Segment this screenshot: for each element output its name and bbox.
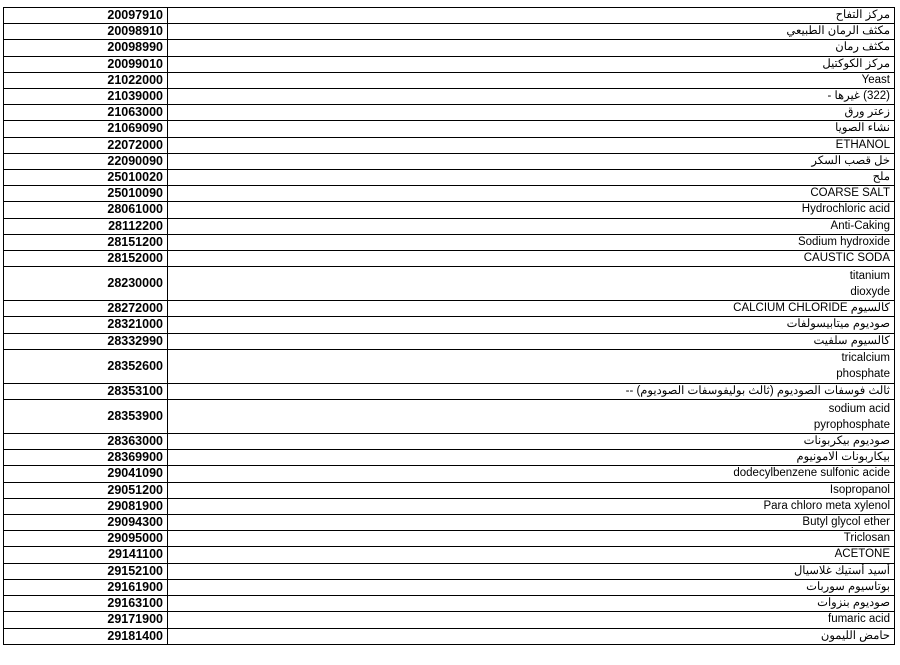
description-cell: أسيد أستيك غلاسيال [168,563,895,579]
description-cell: كالسيوم CALCIUM CHLORIDE [168,301,895,317]
tariff-code-cell: 28352600 [4,349,168,383]
tariff-code-cell: 29094300 [4,515,168,531]
tariff-code-cell: 21039000 [4,89,168,105]
description-cell: dodecylbenzene sulfonic acide [168,466,895,482]
table-row [4,234,895,250]
description-cell: صوديوم بيكربونات [168,434,895,450]
description-cell: صوديوم بنزوات [168,596,895,612]
description-line: pyrophosphate [813,418,890,431]
tariff-code-cell: 29081900 [4,498,168,514]
tariff-code-cell: 28369900 [4,450,168,466]
tariff-code-cell: 28332990 [4,333,168,349]
table-row [4,434,895,450]
tariff-code-cell: 28152000 [4,251,168,267]
tariff-code-cell: 28151200 [4,234,168,250]
description-cell: خل قصب السكر [168,153,895,169]
description-cell: Para chloro meta xylenol [168,498,895,514]
table-row [4,628,895,644]
description-cell: مكثف رمان [168,40,895,56]
tariff-code-cell: 29171900 [4,612,168,628]
description-cell: حامض الليمون [168,628,895,644]
description-cell: fumaric acid [168,612,895,628]
description-cell: زعتر ورق [168,105,895,121]
table-row [4,612,895,628]
description-line: sodium acid [828,402,890,415]
tariff-code-cell: 28112200 [4,218,168,234]
tariff-code-cell: 28353100 [4,383,168,399]
table-row [4,202,895,218]
description-line: tricalcium [841,352,890,365]
table-row [4,105,895,121]
description-cell: ثالث فوسفات الصوديوم (ثالث بوليفوسفات الصوديوم) -- [168,383,895,399]
description-cell: Anti-Caking [168,218,895,234]
description-cell: كالسيوم سلفيت [168,333,895,349]
description-cell: مركز الكوكتيل [168,56,895,72]
description-cell: Butyl glycol ether [168,515,895,531]
table-row [4,596,895,612]
tariff-code-cell: 22090090 [4,153,168,169]
table-row [4,333,895,349]
table-row [4,218,895,234]
tariff-code-cell: 28272000 [4,301,168,317]
description-cell: ملح [168,170,895,186]
description-cell: Triclosan [168,531,895,547]
description-cell: (322) غيرها - [168,89,895,105]
tariff-code-cell: 29141100 [4,547,168,563]
tariff-code-cell: 28363000 [4,434,168,450]
table-row [4,251,895,267]
tariff-code-cell: 20098910 [4,24,168,40]
table-row [4,547,895,563]
table-row [4,267,895,301]
description-cell: Isopropanol [168,482,895,498]
description-cell [168,349,895,383]
table-row [4,40,895,56]
tariff-code-cell: 28321000 [4,317,168,333]
tariff-code-cell: 21022000 [4,72,168,88]
tariff-code-cell: 29051200 [4,482,168,498]
tariff-code-cell: 21069090 [4,121,168,137]
description-cell: Sodium hydroxide [168,234,895,250]
description-cell: ACETONE [168,547,895,563]
description-cell [168,400,895,434]
table-row [4,349,895,383]
table-row [4,579,895,595]
description-cell: Yeast [168,72,895,88]
table-row [4,72,895,88]
table-row [4,24,895,40]
table-row [4,8,895,24]
table-row [4,137,895,153]
table-row [4,515,895,531]
tariff-code-cell: 28061000 [4,202,168,218]
tariff-code-cell: 29041090 [4,466,168,482]
tariff-code-cell: 20098990 [4,40,168,56]
description-cell: نشاء الصويا [168,121,895,137]
table-row [4,301,895,317]
description-line: titanium [849,269,890,282]
table-row [4,450,895,466]
table-row [4,56,895,72]
table-row [4,498,895,514]
description-cell: ETHANOL [168,137,895,153]
table-row [4,383,895,399]
table-row [4,186,895,202]
tariff-code-cell: 28353900 [4,400,168,434]
tariff-code-cell: 29181400 [4,628,168,644]
description-cell: Hydrochloric acid [168,202,895,218]
description-line: phosphate [836,368,890,381]
tariff-table-body [4,8,895,645]
tariff-code-cell: 29161900 [4,579,168,595]
table-row [4,89,895,105]
tariff-code-cell: 29163100 [4,596,168,612]
tariff-code-cell: 28230000 [4,267,168,301]
table-row [4,153,895,169]
tariff-code-cell: 20099010 [4,56,168,72]
table-row [4,400,895,434]
table-row [4,317,895,333]
tariff-code-cell: 29152100 [4,563,168,579]
description-cell: COARSE SALT [168,186,895,202]
table-row [4,170,895,186]
description-line: dioxyde [850,285,890,298]
tariff-table [3,7,895,645]
table-row [4,466,895,482]
description-cell: مركز التفاح [168,8,895,24]
table-row [4,563,895,579]
tariff-code-cell: 20097910 [4,8,168,24]
table-row [4,482,895,498]
tariff-code-cell: 25010090 [4,186,168,202]
tariff-code-cell: 25010020 [4,170,168,186]
description-cell [168,267,895,301]
description-cell: بوتاسيوم سوربات [168,579,895,595]
description-cell: صوديوم ميتابيسولفات [168,317,895,333]
tariff-code-cell: 29095000 [4,531,168,547]
table-row [4,531,895,547]
tariff-code-cell: 21063000 [4,105,168,121]
description-cell: CAUSTIC SODA [168,251,895,267]
description-cell: مكثف الرمان الطبيعي [168,24,895,40]
description-cell: بيكاربونات الامونيوم [168,450,895,466]
tariff-code-cell: 22072000 [4,137,168,153]
table-row [4,121,895,137]
